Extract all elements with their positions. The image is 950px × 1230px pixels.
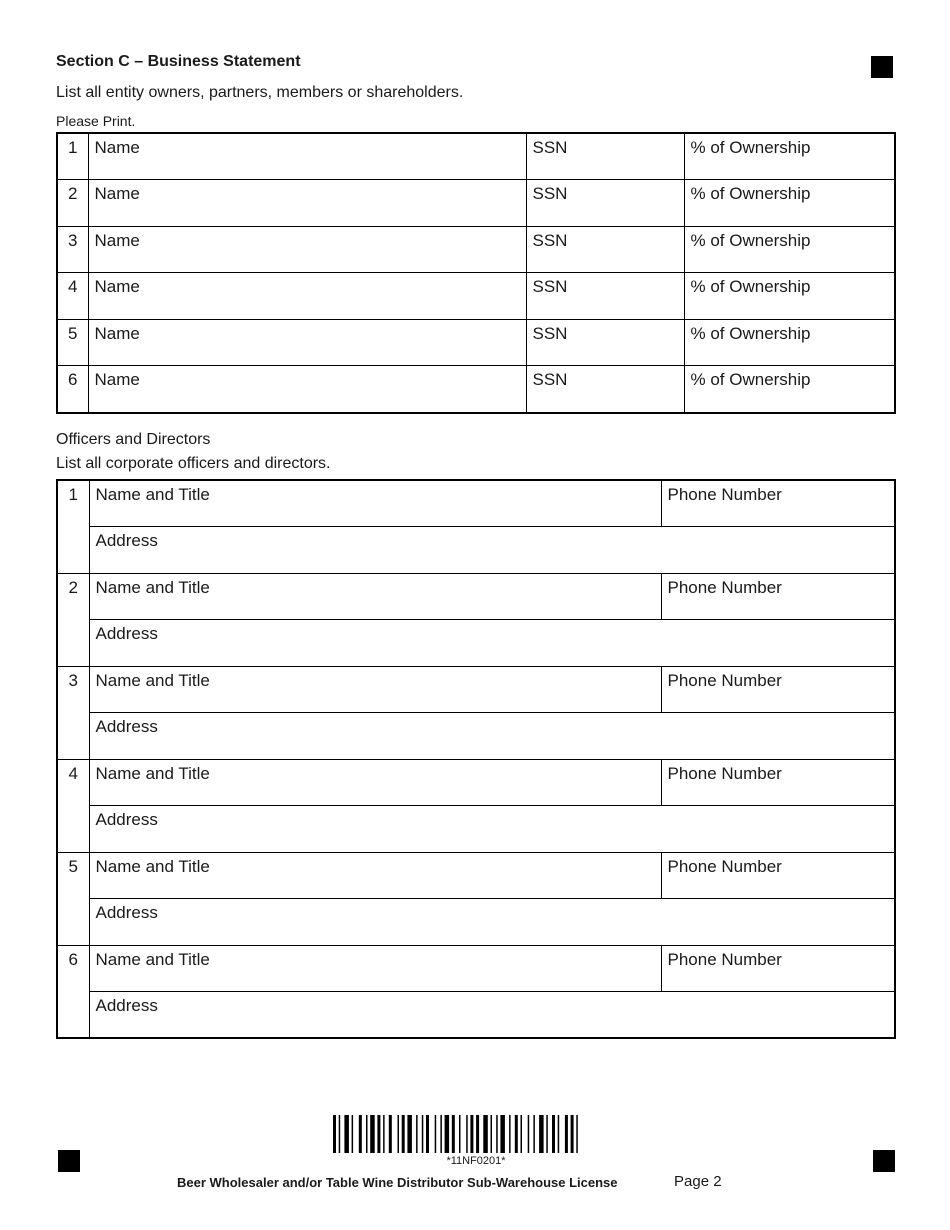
barcode-bar [435,1115,437,1153]
officer-row [57,759,895,806]
officer-address-row [57,527,895,574]
officer-phone-field[interactable]: Phone Number [661,852,895,899]
officer-name-title-field[interactable]: Name and Title [89,759,661,806]
owner-ssn-field[interactable]: SSN [526,180,684,227]
barcode-bar [476,1115,479,1153]
officer-name-title-field[interactable]: Name and Title [89,945,661,992]
owner-row [57,180,895,227]
barcode-bar [452,1115,455,1153]
owner-ssn-field[interactable]: SSN [526,226,684,273]
barcode-bar [389,1115,392,1153]
owner-ssn-field[interactable]: SSN [526,319,684,366]
owner-ownership-field[interactable]: % of Ownership [684,366,895,413]
officer-address-field[interactable]: Address [89,899,895,946]
owner-ownership-field[interactable]: % of Ownership [684,319,895,366]
owner-ownership-field[interactable]: % of Ownership [684,133,895,180]
officer-address-row [57,620,895,667]
row-number: 5 [57,319,88,366]
officer-address-field[interactable]: Address [89,620,895,667]
officer-row [57,852,895,899]
barcode-bar [407,1115,412,1153]
barcode-bar [500,1115,505,1153]
barcode-bar [422,1115,424,1153]
registration-mark-bottom-right [873,1150,895,1172]
barcode-bar [466,1115,468,1153]
print-note: Please Print. [56,113,136,129]
owner-name-field[interactable]: Name [88,180,526,227]
barcode-bar [483,1115,488,1153]
row-number: 1 [57,133,88,180]
page-number: Page 2 [674,1173,722,1190]
owner-name-field[interactable]: Name [88,319,526,366]
officer-name-title-field[interactable]: Name and Title [89,666,661,713]
officers-subheading: List all corporate officers and directors. [56,455,331,472]
officer-address-field[interactable]: Address [89,527,895,574]
row-number: 4 [57,759,89,852]
barcode-bar [344,1115,349,1153]
officer-phone-field[interactable]: Phone Number [661,480,895,527]
barcode-bar [515,1115,518,1153]
barcode-bar [383,1115,385,1153]
row-number: 4 [57,273,88,320]
officers-table [56,479,896,1039]
row-number: 2 [57,573,89,666]
officer-row [57,573,895,620]
barcode-bar [565,1115,568,1153]
officer-name-title-field[interactable]: Name and Title [89,480,661,527]
barcode-bar [445,1115,450,1153]
officer-address-row [57,899,895,946]
officer-row [57,480,895,527]
owner-name-field[interactable]: Name [88,273,526,320]
officer-name-title-field[interactable]: Name and Title [89,573,661,620]
officer-name-title-field[interactable]: Name and Title [89,852,661,899]
owner-ownership-field[interactable]: % of Ownership [684,180,895,227]
officer-address-row [57,806,895,853]
form-title: Beer Wholesaler and/or Table Wine Distributor Sub-Warehouse License [177,1175,618,1190]
officer-row [57,666,895,713]
owner-name-field[interactable]: Name [88,226,526,273]
officer-phone-field[interactable]: Phone Number [661,573,895,620]
row-number: 3 [57,666,89,759]
barcode-bar [440,1115,442,1153]
barcode-bar [352,1115,354,1153]
owner-ssn-field[interactable]: SSN [526,133,684,180]
barcode-bar [528,1115,530,1153]
barcode-bar [377,1115,380,1153]
owner-name-field[interactable]: Name [88,133,526,180]
registration-mark-top-right [871,56,893,78]
officer-address-row [57,713,895,760]
owner-ownership-field[interactable]: % of Ownership [684,273,895,320]
officer-phone-field[interactable]: Phone Number [661,945,895,992]
officer-row [57,945,895,992]
barcode-bar [333,1115,336,1153]
section-intro: List all entity owners, partners, members or shareholders. [56,84,464,101]
owner-row [57,319,895,366]
barcode-bar [539,1115,544,1153]
barcode-bar [426,1115,429,1153]
owner-name-field[interactable]: Name [88,366,526,413]
barcode-bar [416,1115,418,1153]
barcode-bar [470,1115,473,1153]
officer-phone-field[interactable]: Phone Number [661,759,895,806]
barcode-bar [496,1115,498,1153]
row-number: 6 [57,945,89,1038]
owner-ssn-field[interactable]: SSN [526,273,684,320]
officer-address-field[interactable]: Address [89,992,895,1039]
row-number: 2 [57,180,88,227]
owners-table [56,132,896,414]
row-number: 3 [57,226,88,273]
section-title: Section C – Business Statement [56,53,301,70]
officer-address-field[interactable]: Address [89,806,895,853]
barcode-bar [402,1115,405,1153]
barcode-text: *11NF0201* [446,1155,506,1167]
barcode-bar [339,1115,341,1153]
owner-ssn-field[interactable]: SSN [526,366,684,413]
barcode-bar [370,1115,375,1153]
barcode-bar [552,1115,555,1153]
registration-mark-bottom-left [58,1150,80,1172]
barcode-bar [398,1115,400,1153]
row-number: 1 [57,480,89,573]
barcode-bar [366,1115,368,1153]
row-number: 5 [57,852,89,945]
barcode-bar [359,1115,362,1153]
barcode [333,1115,619,1153]
owner-ownership-field[interactable]: % of Ownership [684,226,895,273]
officer-address-field[interactable]: Address [89,713,895,760]
barcode-bar [521,1115,523,1153]
row-number: 6 [57,366,88,413]
barcode-bar [571,1115,574,1153]
barcode-bar [576,1115,578,1153]
owner-row [57,366,895,413]
officers-heading: Officers and Directors [56,431,211,448]
barcode-bar [546,1115,548,1153]
barcode-bar [533,1115,535,1153]
barcode-bar [558,1115,560,1153]
officer-address-row [57,992,895,1039]
officer-phone-field[interactable]: Phone Number [661,666,895,713]
barcode-bar [459,1115,461,1153]
owner-row [57,133,895,180]
barcode-bar [491,1115,493,1153]
barcode-bar [509,1115,511,1153]
owner-row [57,226,895,273]
owner-row [57,273,895,320]
